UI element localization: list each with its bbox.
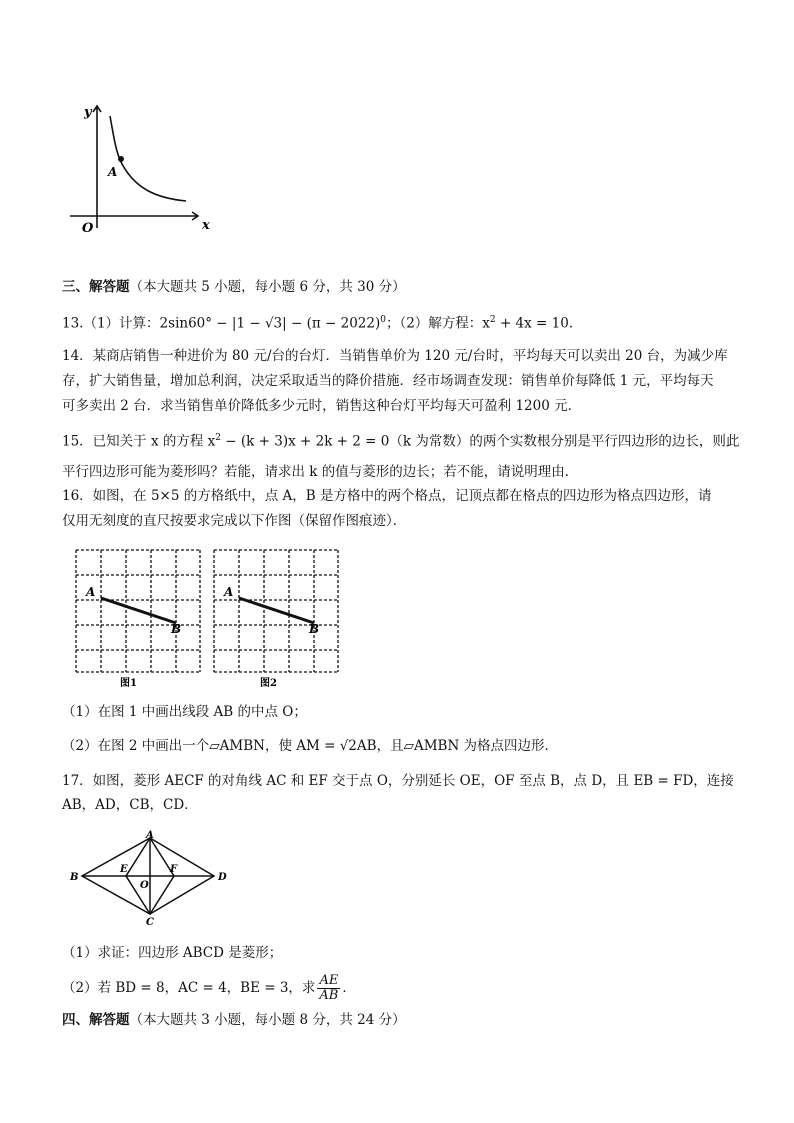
x-label: x xyxy=(202,218,210,233)
inverse-function-graph xyxy=(60,98,210,238)
section3-note: （本大题共 5 小题，每小题 6 分，共 30 分） xyxy=(129,279,406,295)
fig2-label-a: A xyxy=(224,585,234,599)
q16-line1: 16．如图，在 5×5 的方格纸中，点 A，B 是方格中的两个格点，记顶点都在格点的四边形为格点四边形，请 xyxy=(62,488,712,504)
fig2-caption: 图2 xyxy=(260,678,277,688)
q17-part2-text: （2）若 BD = 8，AC = 4，BE = 3，求 xyxy=(62,980,316,996)
grid-figure-1 xyxy=(72,546,204,688)
point-a xyxy=(118,156,124,162)
point-a-label: A xyxy=(108,165,118,179)
q13-text-c: + 4x = 10． xyxy=(495,315,583,332)
q14-line1: 14．某商店销售一种进价为 80 元/台的台灯．当销售单价为 120 元/台时，平均每天可以卖出 20 台，为减少库 xyxy=(62,348,728,364)
q17-line1: 17．如图，菱形 AECF 的对角线 AC 和 EF 交于点 O，分别延长 OE，OF 至点 B，点 D，且 EB = FD，连接 xyxy=(62,773,734,789)
fig2-label-b: B xyxy=(309,622,320,636)
q13-text-b: ；（2）解方程：x xyxy=(385,315,490,332)
rhombus-lines xyxy=(82,838,214,914)
segment-ab xyxy=(101,598,176,623)
fraction-ae-ab xyxy=(317,974,340,1003)
q16-part1: （1）在图 1 中画出线段 AB 的中点 O； xyxy=(62,704,307,720)
q17-line2: AB，AD，CB，CD． xyxy=(62,797,198,813)
fig1-caption: 图1 xyxy=(120,678,137,688)
q15-exp2: 2 xyxy=(215,433,222,443)
label-b: B xyxy=(70,872,79,883)
q15-text-b: − (k + 3)x + 2k + 2 = 0（k 为常数）的两个实数根分别是平行四边形的边长，则此 xyxy=(221,433,740,450)
q13-exp2: 2 xyxy=(489,315,496,325)
q15-line2: 平行四边形可能为菱形吗？若能，请求出 k 的值与菱形的边长；若不能，请说明理由． xyxy=(62,464,579,480)
label-c: C xyxy=(146,917,154,928)
section4-heading xyxy=(62,1010,406,1030)
q17-part2 xyxy=(62,972,356,1004)
question-13 xyxy=(62,310,582,334)
section4-title: 四、解答题 xyxy=(62,1012,130,1028)
section4-note: （本大题共 3 小题，每小题 8 分，共 24 分） xyxy=(129,1012,406,1028)
q13-exp0: 0 xyxy=(380,315,386,325)
section3-title: 三、解答题 xyxy=(62,279,130,295)
q14-line3: 可多卖出 2 台．求当销售单价降低多少元时，销售这种台灯平均每天可盈利 1200 元． xyxy=(62,398,582,414)
rhombus-figure xyxy=(62,830,242,930)
grid-figure-2 xyxy=(210,546,342,688)
label-d: D xyxy=(218,872,227,883)
origin-label: O xyxy=(82,221,94,236)
q17-part1: （1）求证：四边形 ABCD 是菱形； xyxy=(62,945,283,961)
label-e: E xyxy=(120,864,128,875)
q17-part2-end: ． xyxy=(342,980,356,996)
segment-ab xyxy=(239,598,314,623)
fraction-numerator: AE xyxy=(319,973,339,988)
label-o: O xyxy=(140,880,149,891)
fig1-label-b: B xyxy=(171,622,182,636)
fig1-label-a: A xyxy=(86,585,96,599)
q16-line2: 仅用无刻度的直尺按要求完成以下作图（保留作图痕迹）． xyxy=(62,513,407,529)
label-f: F xyxy=(170,864,178,875)
q15-line1 xyxy=(62,428,739,452)
q13-text-a: 13.（1）计算：2sin60° − |1 − √3| − (π − 2022) xyxy=(62,315,381,332)
fraction-denominator: AB xyxy=(319,988,339,1003)
q16-part2: （2）在图 2 中画出一个▱AMBN，使 AM = √2AB，且▱AMBN 为格点四边形． xyxy=(62,738,559,754)
section3-heading xyxy=(62,277,406,297)
q14-line2: 存，扩大销售量，增加总利润，决定采取适当的降价措施．经市场调查发现：销售单价每降低 1 元，平均每天 xyxy=(62,373,714,389)
q15-text-a: 15．已知关于 x 的方程 x xyxy=(62,433,216,450)
label-a: A xyxy=(146,830,154,841)
y-label: y xyxy=(84,105,92,120)
